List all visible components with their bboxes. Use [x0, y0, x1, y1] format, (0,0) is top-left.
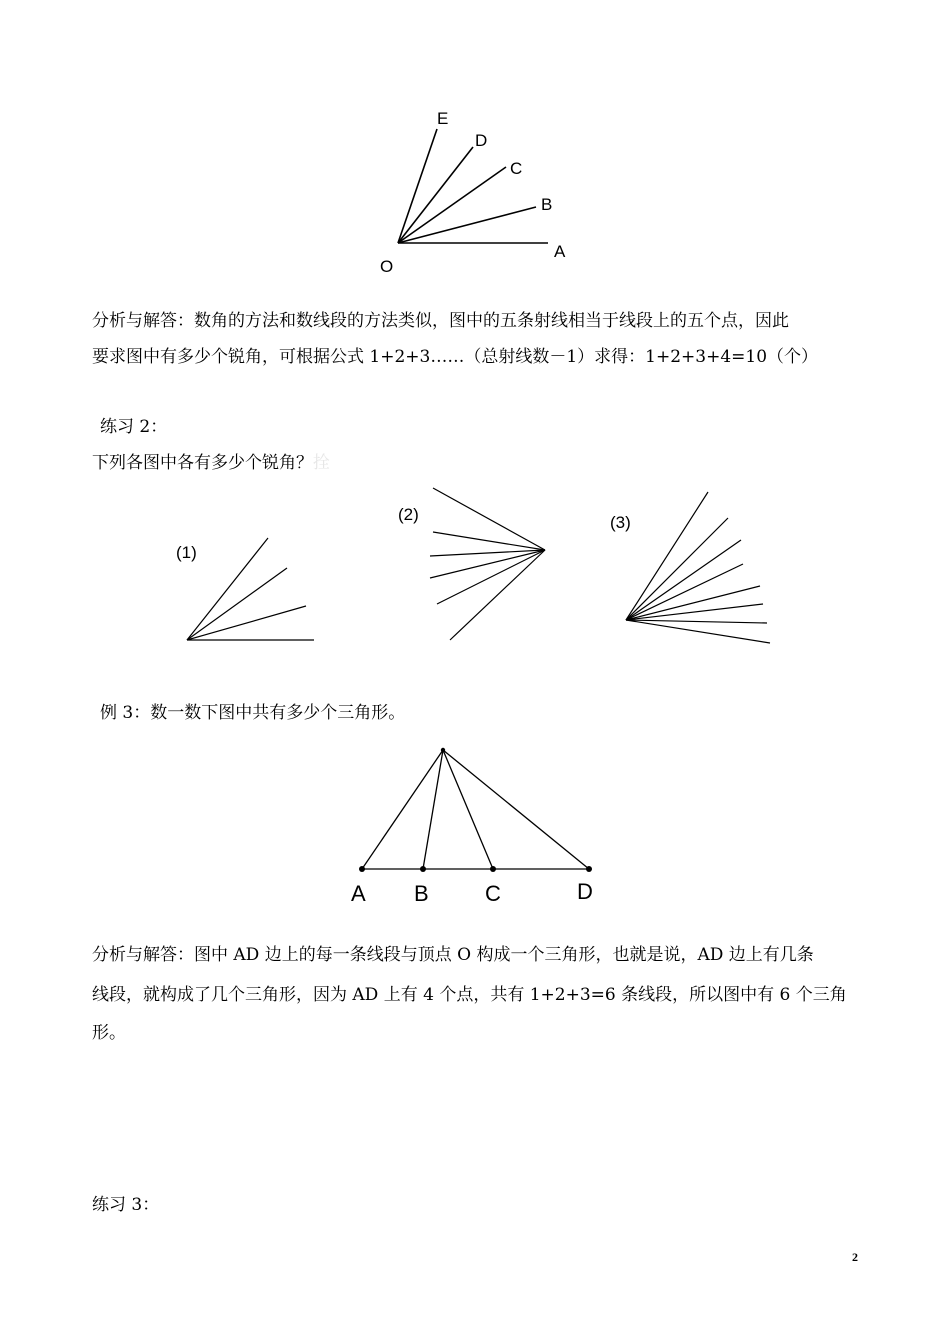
point-b [420, 866, 426, 872]
ray-lines [398, 129, 548, 243]
fan-2-ray [430, 550, 545, 556]
angle-rays-figure [370, 100, 580, 280]
faint-watermark-glyph: 拴 [313, 453, 330, 473]
analysis-3-line-1: 分析与解答：图中 AD 边上的每一条线段与顶点 O 构成一个三角形，也就是说，AD 边上有几条 [92, 945, 814, 965]
practice-2-question [92, 452, 330, 474]
practice-2-heading: 练习 2： [100, 417, 168, 437]
side-oc [443, 750, 493, 869]
analysis-1-line-2: 要求图中有多少个锐角，可根据公式 1+2+3……（总射线数－1）求得：1+2+3+4=10（个） [92, 347, 819, 367]
ray-ob [398, 207, 536, 243]
fan-3-ray [626, 620, 770, 643]
fan-2 [430, 488, 545, 640]
fan-3-ray [626, 620, 767, 623]
vertex-label-o: O [380, 257, 394, 276]
page-number: 2 [852, 1250, 858, 1264]
fan-2-ray [430, 550, 545, 578]
fan-1-ray [187, 606, 306, 640]
fan-1 [187, 538, 314, 640]
ray-label-d: D [475, 131, 488, 150]
apex-point [441, 748, 445, 752]
point-d [586, 866, 592, 872]
point-label-a: A [351, 881, 366, 906]
analysis-3-line-3: 形。 [92, 1023, 126, 1043]
figure-label-3: (3) [610, 513, 631, 532]
fan-2-ray [437, 550, 545, 604]
ray-label-c: C [510, 159, 523, 178]
practice-angles-figure [160, 480, 790, 650]
side-ob [423, 750, 443, 869]
triangle-count-figure [340, 740, 610, 910]
practice-2-question-text: 下列各图中各有多少个锐角？ [92, 453, 313, 473]
ray-label-a: A [554, 242, 566, 261]
point-a [359, 866, 365, 872]
point-c [490, 866, 496, 872]
analysis-1-line-1: 分析与解答：数角的方法和数线段的方法类似，图中的五条射线相当于线段上的五个点，因此 [92, 311, 789, 331]
fan-3-ray [626, 586, 760, 620]
point-label-d: D [577, 879, 593, 904]
side-oa [362, 750, 443, 869]
figure-label-2: (2) [398, 505, 419, 524]
point-label-c: C [485, 881, 501, 906]
ray-oe [398, 129, 437, 243]
analysis-3-line-2: 线段，就构成了几个三角形，因为 AD 上有 4 个点，共有 1+2+3=6 条线段，所以图中有 6 个三角 [92, 985, 847, 1005]
point-label-b: B [414, 881, 429, 906]
ray-oc [398, 167, 506, 243]
fan-3-ray [626, 518, 728, 620]
fan-1-ray [187, 538, 268, 640]
ray-label-e: E [437, 109, 449, 128]
figure-label-1: (1) [176, 543, 197, 562]
points [359, 748, 592, 872]
triangle-lines [362, 750, 589, 869]
practice-3-heading: 练习 3： [92, 1195, 160, 1215]
fan-3 [626, 492, 770, 643]
side-od [443, 750, 589, 869]
example-3-text: 例 3：数一数下图中共有多少个三角形。 [100, 703, 406, 723]
ray-label-b: B [541, 195, 553, 214]
ray-od [398, 147, 473, 243]
fan-2-ray [450, 550, 545, 640]
fan-1-ray [187, 568, 287, 640]
